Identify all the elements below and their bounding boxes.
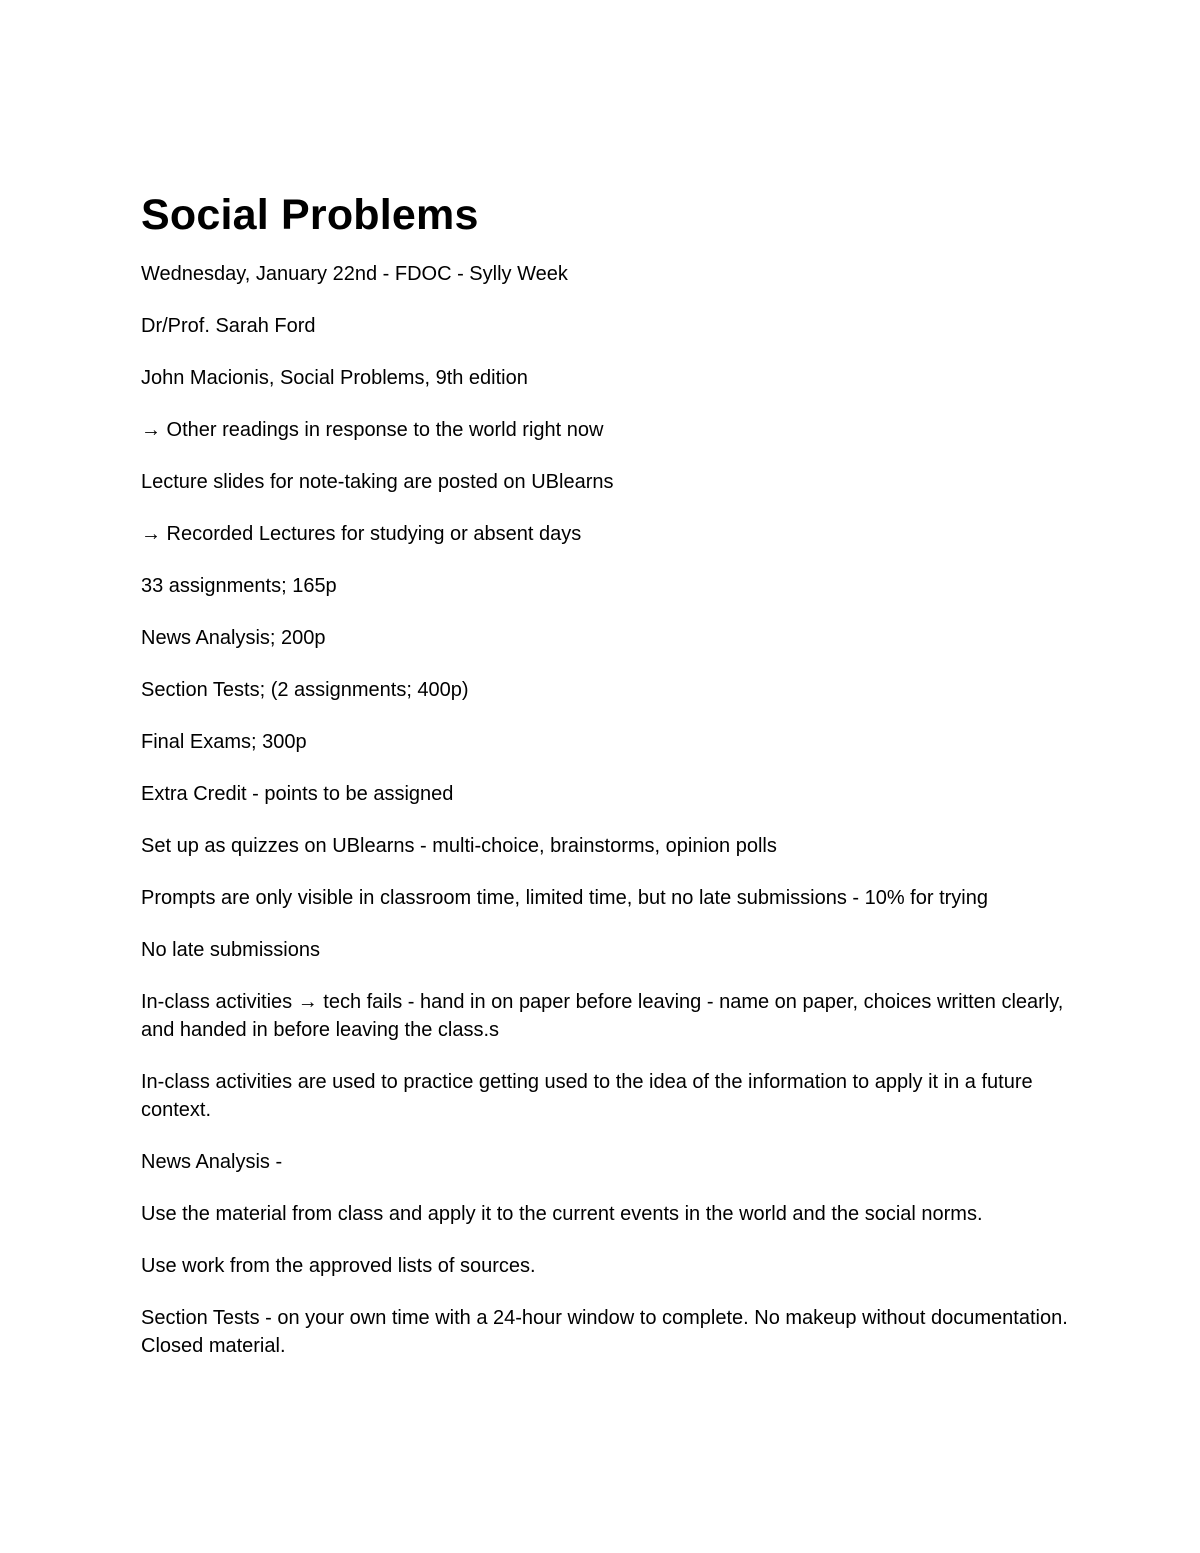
paragraph-instructor: Dr/Prof. Sarah Ford — [141, 315, 316, 337]
paragraph-in-class-practice: In-class activities are used to practice getting used to the idea of the information to apply it in a future context. — [141, 1071, 1033, 1121]
paragraph-section-tests-details: Section Tests - on your own time with a 24-hour window to complete. No makeup without documentation. Closed material. — [141, 1307, 1068, 1357]
paragraph-news-analysis-points: News Analysis; 200p — [141, 627, 326, 649]
paragraph-news-analysis-heading: News Analysis - — [141, 1151, 283, 1173]
document-page — [141, 190, 1071, 1384]
paragraph-date: Wednesday, January 22nd - FDOC - Sylly Week — [141, 263, 568, 285]
paragraph-final-exams: Final Exams; 300p — [141, 731, 307, 753]
paragraph-use-material: Use the material from class and apply it to the current events in the world and the social norms. — [141, 1203, 983, 1225]
paragraph-textbook: John Macionis, Social Problems, 9th edition — [141, 367, 528, 389]
paragraph-approved-sources: Use work from the approved lists of sources. — [141, 1255, 536, 1277]
paragraph-prompts: Prompts are only visible in classroom time, limited time, but no late submissions - 10% for trying — [141, 887, 988, 909]
document-title: Social Problems — [141, 191, 479, 239]
paragraph-recorded-lectures: → Recorded Lectures for studying or absent days — [141, 523, 582, 545]
paragraph-assignments: 33 assignments; 165p — [141, 575, 337, 597]
paragraph-extra-credit: Extra Credit - points to be assigned — [141, 783, 454, 805]
paragraph-in-class-tech: In-class activities → tech fails - hand in on paper before leaving - name on paper, choices written clearly, and handed in before leaving the class.s — [141, 991, 1064, 1041]
paragraph-other-readings: → Other readings in response to the world right now — [141, 419, 604, 441]
paragraph-quizzes: Set up as quizzes on UBlearns - multi-choice, brainstorms, opinion polls — [141, 835, 777, 857]
paragraph-section-tests-points: Section Tests; (2 assignments; 400p) — [141, 679, 469, 701]
paragraph-no-late: No late submissions — [141, 939, 320, 961]
paragraph-lecture-slides: Lecture slides for note-taking are posted on UBlearns — [141, 471, 614, 493]
